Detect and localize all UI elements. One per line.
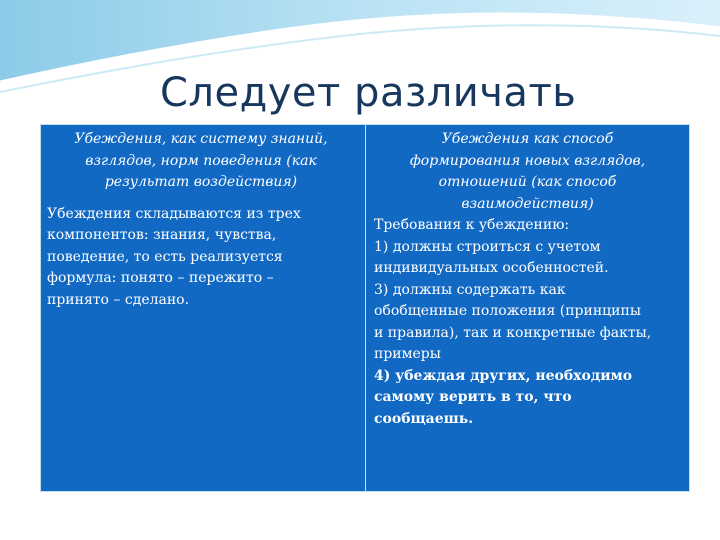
right-column-heading xyxy=(374,129,681,215)
right-heading-line: формирования новых взглядов, xyxy=(409,152,646,169)
right-body-line: 1) должны строиться с учетом xyxy=(374,238,601,255)
left-body-line: компонентов: знания, чувства, xyxy=(47,227,277,243)
table-column-right xyxy=(365,125,689,491)
table-column-left xyxy=(41,125,365,491)
right-heading-line: отношений (как способ xyxy=(438,174,617,190)
left-column-heading xyxy=(47,129,355,194)
right-body-line: 3) должны содержать как xyxy=(374,281,566,298)
slide-title: Следует различать xyxy=(160,70,577,116)
right-body-line: индивидуальных особенностей. xyxy=(374,260,609,276)
right-body-line: Требования к убеждению: xyxy=(374,217,570,233)
right-body-bold-line: 4) убеждая других, необходимо xyxy=(374,367,633,384)
right-body-line: примеры xyxy=(374,346,441,362)
left-heading-line: взглядов, норм поведения (как xyxy=(85,152,317,169)
right-heading-line: взаимодействия) xyxy=(461,195,594,212)
right-body-bold-line: сообщаешь. xyxy=(374,410,474,427)
left-body-line: принято – сделано. xyxy=(47,291,190,308)
right-body-line: обобщенные положения (принципы xyxy=(374,303,641,319)
left-body-line: поведение, то есть реализуется xyxy=(47,248,283,265)
comparison-table xyxy=(40,124,690,492)
left-heading-line: Убеждения, как систему знаний, xyxy=(74,131,328,147)
right-body-line: и правила), так и конкретные факты, xyxy=(374,324,652,341)
left-body-line: Убеждения складываются из трех xyxy=(47,205,301,222)
left-column-body xyxy=(47,204,355,312)
left-heading-line: результат воздействия) xyxy=(104,174,298,190)
left-body-line: формула: понято – пережито – xyxy=(47,270,274,286)
right-heading-line: Убеждения как способ xyxy=(441,131,614,147)
right-body-bold-line: самому верить в то, что xyxy=(374,389,572,405)
right-column-body xyxy=(374,215,681,430)
